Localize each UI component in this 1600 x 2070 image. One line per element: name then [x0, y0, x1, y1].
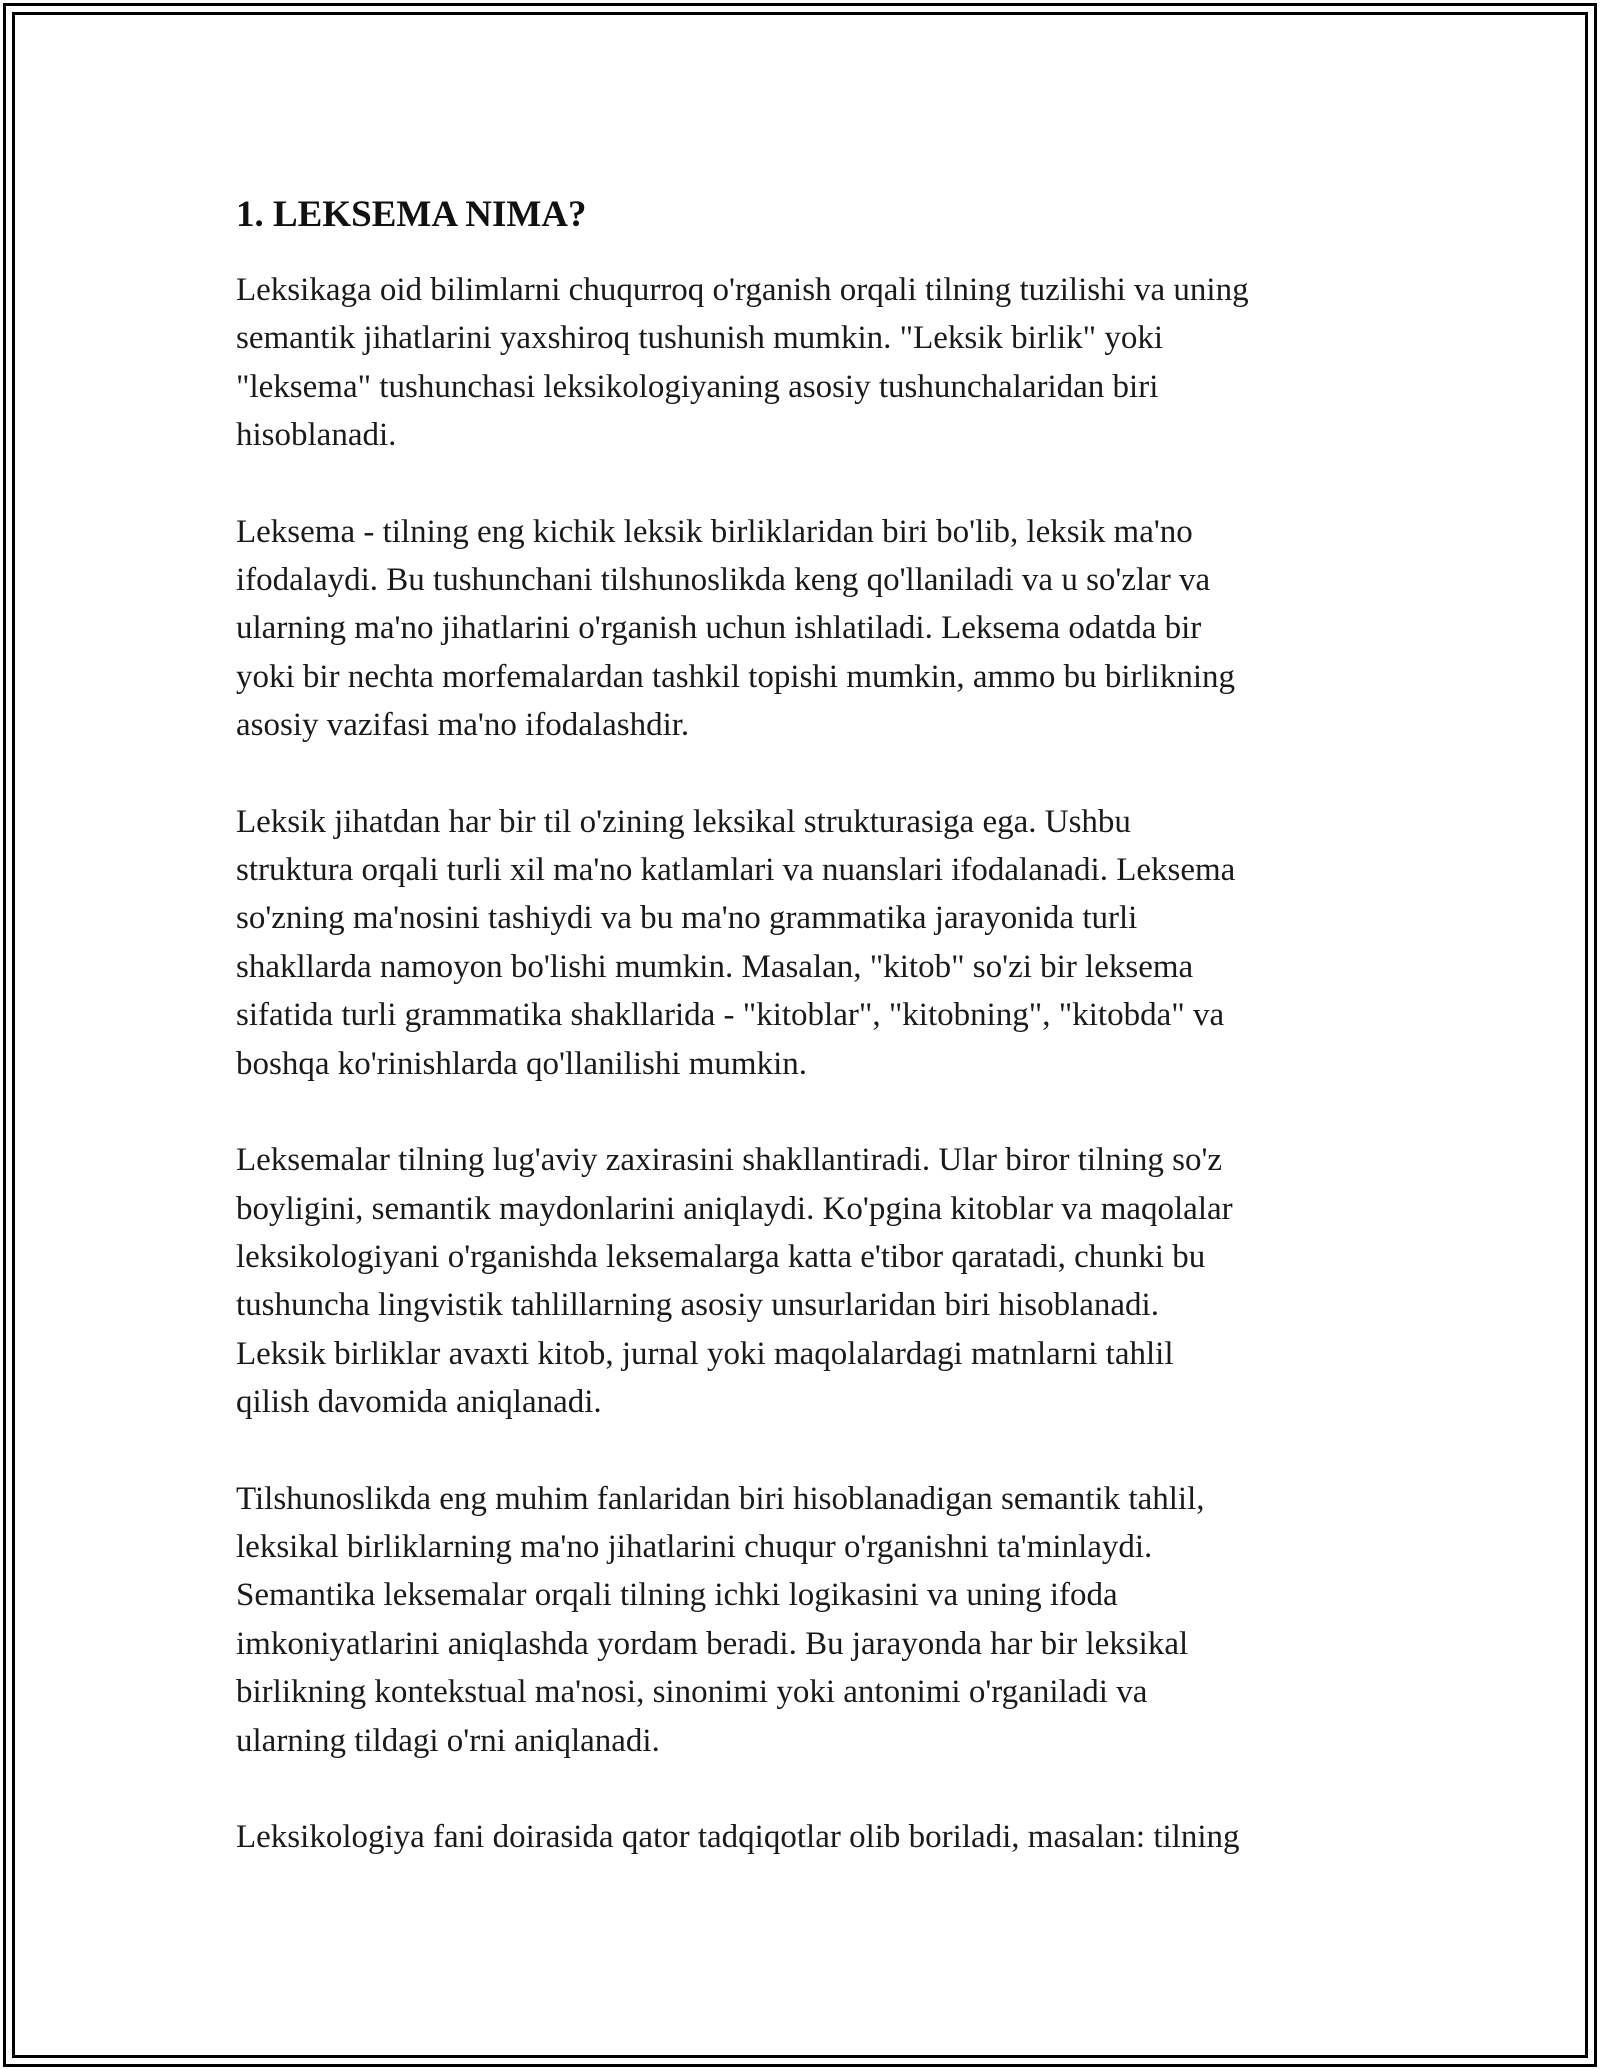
text-line: Leksemalar tilning lug'aviy zaxirasini shakllantiradi. Ular biror tilning so'z — [236, 1142, 1223, 1179]
text-line: Leksikaga oid bilimlarni chuqurroq o'rganish orqali tilning tuzilishi va uning — [236, 272, 1249, 308]
text-line: struktura orqali turli xil ma'no katlamlari va nuanslari ifodalanadi. Leksema — [236, 852, 1236, 889]
text-line: Tilshunoslikda eng muhim fanlaridan biri hisoblanadigan semantik tahlil, — [236, 1480, 1205, 1517]
text-line: boshqa ko'rinishlarda qo'llanilishi mumkin. — [236, 1045, 808, 1082]
paragraph-3 — [236, 798, 1376, 1088]
text-line: Leksikologiya fani doirasida qator tadqiqotlar olib boriladi, masalan: tilning — [236, 1818, 1240, 1855]
text-line: imkoniyatlarini aniqlashda yordam beradi. Bu jarayonda har bir leksikal — [236, 1625, 1189, 1662]
text-line: leksikologiyani o'rganishda leksemalarga katta e'tibor qaratadi, chunki bu — [236, 1238, 1206, 1275]
text-line: ularning tildagi o'rni aniqlanadi. — [236, 1722, 660, 1759]
text-line: shakllarda namoyon bo'lishi mumkin. Masalan, "kitob" so'zi bir leksema — [236, 948, 1194, 985]
paragraph-6 — [236, 1813, 1376, 1861]
text-line: ularning ma'no jihatlarini o'rganish uchun ishlatiladi. Leksema odatda bir — [236, 610, 1202, 647]
text-line: asosiy vazifasi ma'no ifodalashdir. — [236, 707, 690, 744]
text-line: qilish davomida aniqlanadi. — [236, 1384, 602, 1421]
text-line: "leksema" tushunchasi leksikologiyaning asosiy tushunchalaridan biri — [236, 368, 1159, 405]
text-line: semantik jihatlarini yaxshiroq tushunish mumkin. "Leksik birlik" yoki — [236, 320, 1164, 357]
text-line: leksikal birliklarning ma'no jihatlarini chuqur o'rganishni ta'minlaydi. — [236, 1528, 1153, 1565]
text-line: sifatida turli grammatika shakllarida - "kitoblar", "kitobning", "kitobda" va — [236, 997, 1225, 1034]
paragraph-2 — [236, 508, 1376, 750]
text-line: so'zning ma'nosini tashiydi va bu ma'no grammatika jarayonida turli — [236, 900, 1138, 937]
text-line: Semantika leksemalar orqali tilning ichki logikasini va uning ifoda — [236, 1577, 1118, 1614]
text-line: Leksik jihatdan har bir til o'zining leksikal strukturasiga ega. Ushbu — [236, 803, 1131, 840]
paragraph-4 — [236, 1136, 1376, 1426]
text-line: yoki bir nechta morfemalardan tashkil topishi mumkin, ammo bu birlikning — [236, 658, 1235, 695]
section-title: 1. LEKSEMA NIMA? — [236, 194, 587, 235]
document-body — [236, 182, 1376, 1909]
text-line: Leksema - tilning eng kichik leksik birliklaridan biri bo'lib, leksik ma'no — [236, 513, 1193, 550]
text-line: birlikning kontekstual ma'nosi, sinonimi yoki antonimi o'rganiladi va — [236, 1674, 1148, 1711]
text-line: ifodalaydi. Bu tushunchani tilshunoslikda keng qo'llaniladi va u so'zlar va — [236, 562, 1211, 599]
text-line: tushuncha lingvistik tahlillarning asosiy unsurlaridan biri hisoblanadi. — [236, 1287, 1159, 1324]
paragraph-1 — [236, 266, 1376, 460]
text-line: boyligini, semantik maydonlarini aniqlaydi. Ko'pgina kitoblar va maqolalar — [236, 1190, 1233, 1227]
text-line: hisoblanadi. — [236, 417, 397, 454]
text-line: Leksik birliklar avaxti kitob, jurnal yoki maqolalardagi matnlarni tahlil — [236, 1335, 1174, 1372]
paragraph-5 — [236, 1475, 1376, 1765]
